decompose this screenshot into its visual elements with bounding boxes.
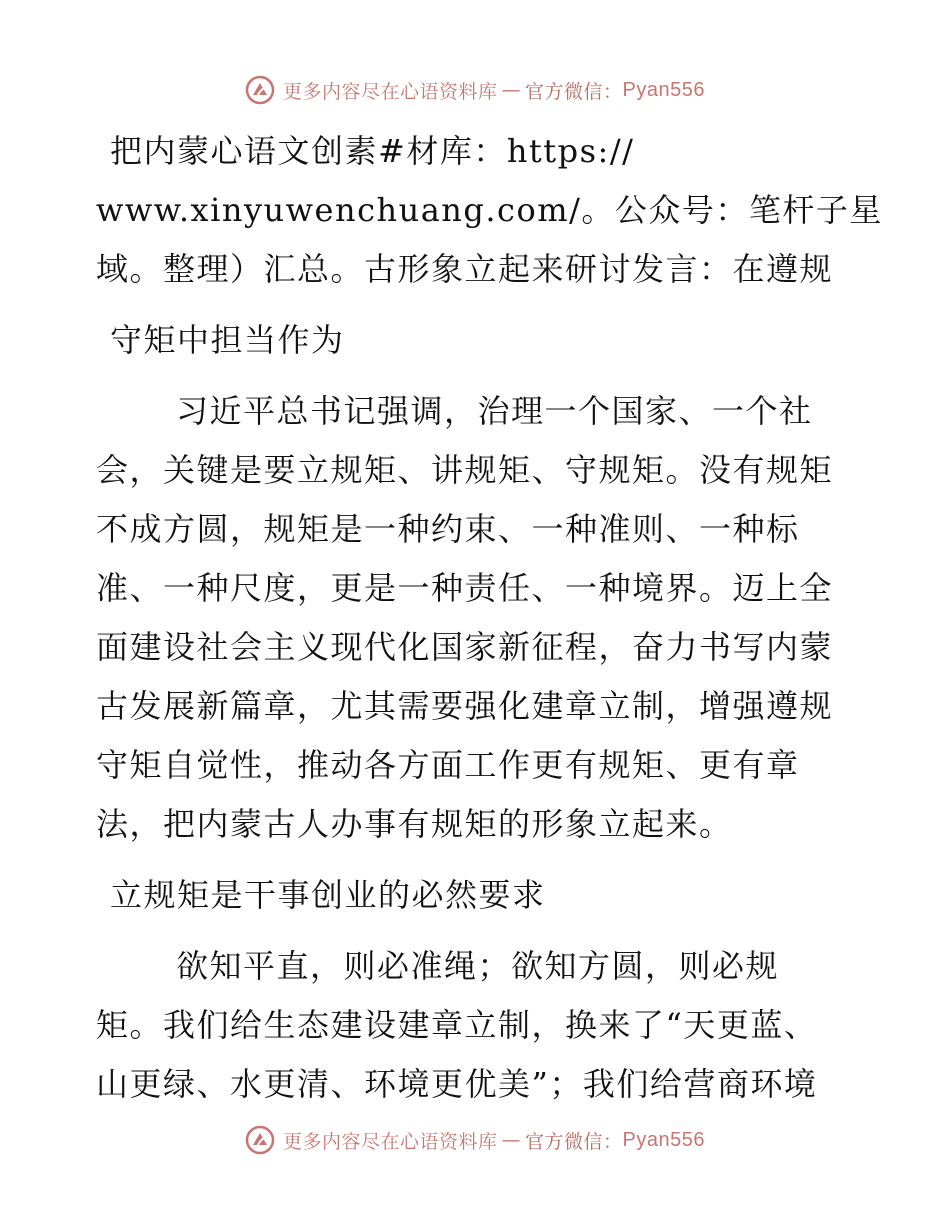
banner-wechat-label: 官方微信： (525, 1130, 623, 1153)
banner-text: 更多内容尽在心语资料库 (283, 1130, 498, 1153)
banner-account: Pyan556 (622, 78, 705, 101)
banner-separator: — (501, 1129, 522, 1151)
banner-account: Pyan556 (622, 1128, 705, 1151)
paragraph-line: 法，把内蒙古人办事有规矩的形象立起来。 (96, 805, 733, 843)
intro-line: 域。整理）汇总。古形象立起来研讨发言：在遵规 (96, 250, 834, 288)
brand-logo-icon (245, 1125, 275, 1155)
heading-text: 守矩中担当作为 (110, 321, 345, 359)
paragraph-line: 山更绿、水更清、环境更优美”；我们给营商环境 (96, 1065, 818, 1103)
paragraph-2 (96, 937, 856, 1114)
document-body (96, 122, 883, 1114)
paragraph-1 (96, 382, 856, 854)
paragraph-line: 面建设社会主义现代化国家新征程，奋力书写内蒙 (96, 628, 834, 666)
intro-line: 把内蒙心语文创素#材库：https:// (110, 132, 635, 170)
banner-text: 更多内容尽在心语资料库 (283, 80, 498, 103)
watermark-banner-top (0, 70, 950, 110)
paragraph-line: 矩。我们给生态建设建章立制，换来了“天更蓝、 (96, 1006, 818, 1044)
paragraph-line: 会，关键是要立规矩、讲规矩、守规矩。没有规矩 (96, 451, 834, 489)
paragraph-line: 欲知平直，则必准绳；欲知方圆，则必规 (176, 947, 780, 985)
paragraph-line: 准、一种尺度，更是一种责任、一种境界。迈上全 (96, 569, 834, 607)
banner-wechat-label: 官方微信： (525, 80, 623, 103)
paragraph-line: 不成方圆，规矩是一种约束、一种准则、一种标 (96, 510, 800, 548)
intro-line: www.xinyuwenchuang.com/。公众号：笔杆子星 (96, 191, 883, 229)
brand-logo-icon (245, 75, 275, 105)
banner-separator: — (501, 79, 522, 101)
paragraph-line: 古发展新篇章，尤其需要强化建章立制，增强遵规 (96, 687, 834, 725)
watermark-banner-bottom (0, 1120, 950, 1160)
paragraph-line: 守矩自觉性，推动各方面工作更有规矩、更有章 (96, 746, 800, 784)
paragraph-line: 习近平总书记强调，治理一个国家、一个社 (176, 392, 813, 430)
section-heading-2 (96, 866, 856, 925)
section-heading-1 (96, 311, 856, 370)
intro-paragraph (96, 122, 883, 299)
heading-text: 立规矩是干事创业的必然要求 (110, 876, 546, 914)
